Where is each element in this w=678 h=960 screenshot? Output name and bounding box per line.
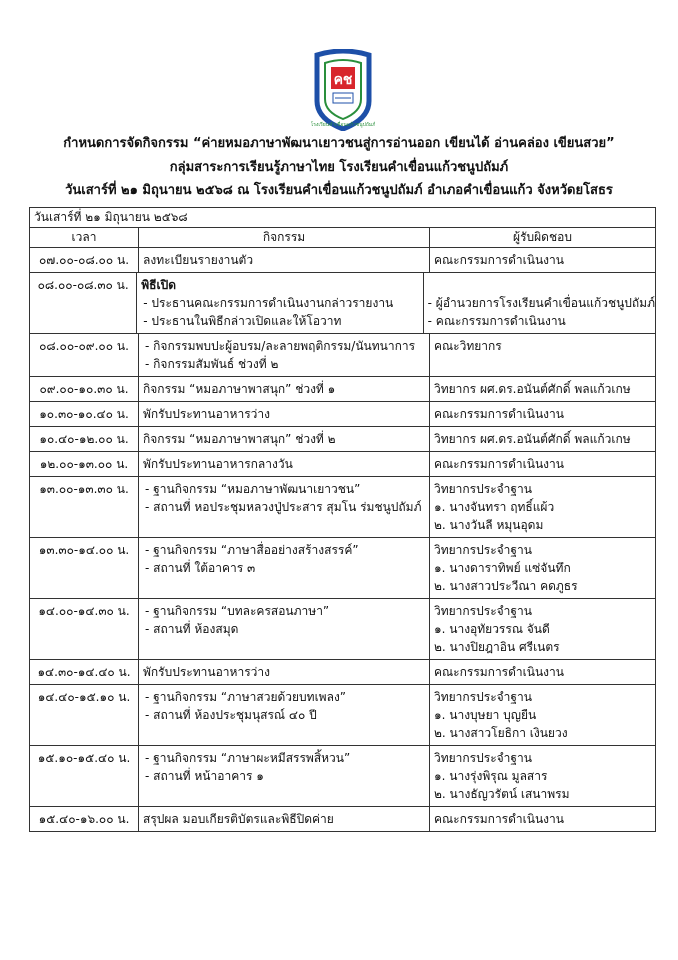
responsible-cell [424,273,655,333]
activity-cell [139,452,430,476]
time-cell: ๑๐.๔๐-๑๒.๐๐ น. [30,427,139,451]
table-row [30,477,655,538]
table-row [30,685,655,746]
day-label: วันเสาร์ที่ ๒๑ มิถุนายน ๒๕๖๘ [30,208,655,228]
document-title: กำหนดการจัดกิจกรรม “ค่ายหมอภาษาพัฒนาเยาวชนสู่การอ่านออก เขียนได้ อ่านคล่อง เขียนสวย” [63,136,615,151]
activity-line: - สถานที่ ห้องสมุด [145,622,239,636]
activity-line: - กิจกรรมพบปะผู้อบรม/ละลายพฤติกรรม/นันทนาการ [145,339,416,353]
responsible-line: ๒. นางสาวประวีณา คดภูธร [434,579,578,593]
responsible-cell [430,377,655,401]
activity-line: กิจกรรม “หมอภาษาพาสนุก” ช่วงที่ ๒ [143,432,336,446]
activity-line: - ฐานกิจกรรม “ภาษาผะหมีสรรพสิ้หวน” [145,751,351,765]
activity-line: พักรับประทานอาหารว่าง [143,407,270,421]
table-row [30,807,655,831]
activity-cell [139,402,430,426]
schedule-table [29,207,656,832]
time-cell: ๑๕.๑๐-๑๕.๔๐ น. [30,746,139,806]
responsible-line: ๒. นางธัญวรัตน์ เสนาพรม [434,787,570,801]
activity-line: - กิจกรรมสัมพันธ์ ช่วงที่ ๒ [145,357,279,371]
responsible-cell [430,599,655,659]
responsible-line: ๒. นางสาวโยธิกา เงินยวง [434,726,568,740]
time-cell: ๑๔.๓๐-๑๔.๔๐ น. [30,660,139,684]
responsible-cell [430,427,655,451]
responsible-line: - คณะกรรมการดำเนินงาน [427,314,566,328]
time-cell: ๐๙.๐๐-๑๐.๓๐ น. [30,377,139,401]
activity-cell [139,248,430,272]
responsible-line: คณะกรรมการดำเนินงาน [434,812,564,826]
activity-line: กิจกรรม “หมอภาษาพาสนุก” ช่วงที่ ๑ [143,382,336,396]
activity-cell [139,477,430,537]
activity-cell [139,807,430,831]
school-logo [311,49,375,131]
responsible-line: คณะกรรมการดำเนินงาน [434,253,564,267]
responsible-cell [430,477,655,537]
table-row [30,248,655,273]
time-cell: ๐๗.๐๐-๐๘.๐๐ น. [30,248,139,272]
responsible-cell [430,685,655,745]
responsible-cell [430,334,655,376]
activity-cell [139,599,430,659]
responsible-cell [430,402,655,426]
responsible-cell [430,807,655,831]
activity-cell [139,427,430,451]
responsible-line: ๑. นางอุทัยวรรณ จันดี [434,622,550,636]
responsible-line: วิทยากรประจำฐาน [434,604,532,618]
column-header-activity: กิจกรรม [139,228,430,247]
responsible-line: - ผู้อำนวยการโรงเรียนคำเขื่อนแก้วชนูปถัมภ์ [427,296,655,310]
activity-line: ลงทะเบียนรายงานตัว [143,253,254,267]
responsible-cell [430,660,655,684]
responsible-line: วิทยากรประจำฐาน [434,690,532,704]
responsible-line [428,276,655,294]
time-cell: ๑๕.๔๐-๑๖.๐๐ น. [30,807,139,831]
responsible-cell [430,452,655,476]
table-row [30,377,655,402]
activity-line: พิธีเปิด [141,278,177,292]
time-cell: ๑๔.๔๐-๑๕.๑๐ น. [30,685,139,745]
activity-cell [139,377,430,401]
responsible-line: คณะกรรมการดำเนินงาน [434,407,564,421]
activity-line: - สถานที่ หน้าอาคาร ๑ [145,769,264,783]
responsible-line: วิทยากรประจำฐาน [434,751,532,765]
table-row [30,746,655,807]
table-row [30,273,655,334]
activity-line: - ประธานคณะกรรมการดำเนินงานกล่าวรายงาน [143,296,394,310]
activity-line: - สถานที่ ใต้อาคาร ๓ [145,561,256,575]
responsible-line: ๒. นางวันลี หมุนอุดม [434,518,544,532]
responsible-line: ๑. นางดาราทิพย์ แซ่จันทึก [434,561,571,575]
responsible-line: คณะวิทยากร [434,339,502,353]
responsible-line: คณะกรรมการดำเนินงาน [434,457,564,471]
responsible-line: ๒. นางปิยฎาอิน ศรีเนตร [434,640,560,654]
table-row [30,599,655,660]
activity-cell [139,538,430,598]
responsible-cell [430,248,655,272]
table-row [30,660,655,685]
activity-line: - ฐานกิจกรรม “บทละครสอนภาษา” [145,604,330,618]
activity-cell [139,685,430,745]
department-line: กลุ่มสาระการเรียนรู้ภาษาไทย โรงเรียนคำเขื่อนแก้วชนูปถัมภ์ [169,160,509,175]
activity-line: พักรับประทานอาหารกลางวัน [143,457,293,471]
responsible-cell [430,746,655,806]
activity-cell [139,746,430,806]
time-cell: ๑๐.๓๐-๑๐.๔๐ น. [30,402,139,426]
responsible-line: ๑. นางบุษยา บุญยืน [434,708,537,722]
table-header [30,228,655,248]
time-cell: ๐๘.๐๐-๐๘.๓๐ น. [30,273,137,333]
activity-line: - ฐานกิจกรรม “ภาษาสวยด้วยบทเพลง” [145,690,347,704]
svg-text:คช: คช [333,72,353,88]
activity-line: สรุปผล มอบเกียรติบัตรและพิธีปิดค่าย [143,812,334,826]
activity-line: - สถานที่ ห้องประชุมนุสรณ์ ๔๐ ปี [145,708,317,722]
table-row [30,427,655,452]
table-row [30,452,655,477]
activity-line: พักรับประทานอาหารว่าง [143,665,270,679]
responsible-line: วิทยากร ผศ.ดร.อนันต์ศักดิ์ พลแก้วเกษ [434,382,631,396]
time-cell: ๑๒.๐๐-๑๓.๐๐ น. [30,452,139,476]
responsible-line: คณะกรรมการดำเนินงาน [434,665,564,679]
responsible-line: วิทยากร ผศ.ดร.อนันต์ศักดิ์ พลแก้วเกษ [434,432,631,446]
responsible-line: วิทยากรประจำฐาน [434,543,532,557]
activity-cell [139,660,430,684]
svg-text:โรงเรียนคำเขื่อนแก้วชนูปถัมภ์: โรงเรียนคำเขื่อนแก้วชนูปถัมภ์ [311,122,375,128]
time-cell: ๑๓.๓๐-๑๔.๐๐ น. [30,538,139,598]
responsible-line: วิทยากรประจำฐาน [434,482,532,496]
activity-cell [139,334,430,376]
activity-line: - ฐานกิจกรรม “ภาษาสื่ออย่างสร้างสรรค์” [145,543,359,557]
time-cell: ๐๘.๐๐-๐๙.๐๐ น. [30,334,139,376]
time-cell: ๑๔.๐๐-๑๔.๓๐ น. [30,599,139,659]
column-header-responsible: ผู้รับผิดชอบ [513,230,572,244]
time-cell: ๑๓.๐๐-๑๓.๓๐ น. [30,477,139,537]
column-header-time: เวลา [30,228,139,247]
table-row [30,402,655,427]
responsible-line: ๑. นางรุ่งพิรุณ มูลสาร [434,769,548,783]
activity-line: - ประธานในพิธีกล่าวเปิดและให้โอวาท [143,314,342,328]
table-row [30,334,655,377]
activity-line: - สถานที่ หอประชุมหลวงปู่ประสาร สุมโน ร่มชนูปถัมภ์ [145,500,422,514]
date-location-line: วันเสาร์ที่ ๒๑ มิถุนายน ๒๕๖๘ ณ โรงเรียนคำเขื่อนแก้วชนูปถัมภ์ อำเภอคำเขื่อนแก้ว จังหวัดยโสธร [65,183,613,198]
table-row [30,538,655,599]
activity-line: - ฐานกิจกรรม “หมอภาษาพัฒนาเยาวชน” [145,482,361,496]
activity-cell [137,273,423,333]
responsible-line: ๑. นางจันทรา ฤทธิ์แผ้ว [434,500,555,514]
responsible-cell [430,538,655,598]
